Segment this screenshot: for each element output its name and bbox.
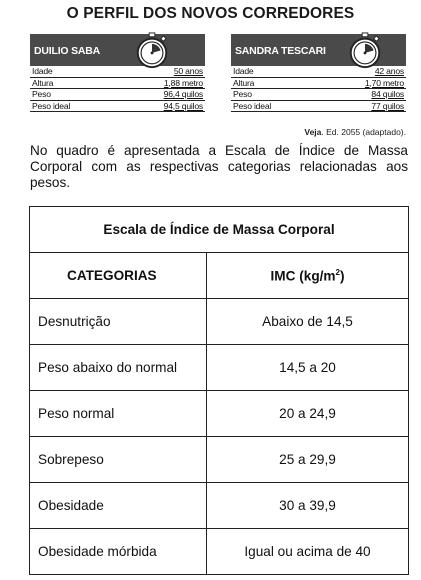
category-cell: Obesidade mórbida — [30, 529, 207, 575]
page-title: O PERFIL DOS NOVOS CORREDORES — [66, 5, 355, 22]
profile-card-header — [30, 34, 205, 66]
profile-card-header — [231, 34, 406, 66]
stopwatch-icon — [346, 32, 384, 70]
profile-row: Altura 1,88 metro — [32, 77, 203, 88]
profile-row: Peso ideal 77 quilos — [233, 100, 404, 111]
imc-cell: Abaixo de 14,5 — [207, 299, 409, 345]
category-cell: Peso normal — [30, 391, 207, 437]
profile-row: Idade 42 anos — [233, 66, 404, 76]
imc-cell: 30 a 39,9 — [207, 483, 409, 529]
imc-cell: 20 a 24,9 — [207, 391, 409, 437]
imc-cell: 25 a 29,9 — [207, 437, 409, 483]
table-row — [30, 529, 409, 575]
profile-row: Peso 96,4 quilos — [32, 89, 203, 99]
profile-row: Idade 50 anos — [32, 66, 203, 76]
table-header-row — [30, 253, 409, 299]
stopwatch-icon — [133, 32, 171, 70]
category-cell: Obesidade — [30, 483, 207, 529]
table-row — [30, 345, 409, 391]
imc-cell: Igual ou acima de 40 — [207, 529, 409, 575]
category-cell: Desnutrição — [30, 299, 207, 345]
source-citation — [304, 127, 406, 137]
profile-name: DUILIO SABA — [34, 45, 101, 57]
header-imc: IMC $(kg/m^2)$ — [207, 253, 409, 299]
table-row — [30, 391, 409, 437]
table-row — [30, 299, 409, 345]
table-row — [30, 437, 409, 483]
profile-name: SANDRA TESCARI — [235, 45, 326, 57]
imc-cell: 14,5 a 20 — [207, 345, 409, 391]
intro-paragraph: No quadro é apresentada a Escala de Índice de Massa Corporal com as respectivas categorias relacionadas aos pesos. — [30, 143, 408, 190]
profile-row: Peso ideal 94,5 quilos — [32, 100, 203, 111]
header-categorias: CATEGORIAS — [30, 253, 207, 299]
category-cell: Peso abaixo do normal — [30, 345, 207, 391]
category-cell: Sobrepeso — [30, 437, 207, 483]
source-magazine: Veja — [304, 127, 322, 137]
imc-table — [29, 206, 409, 575]
source-details: . Ed. 2055 (adaptado). — [321, 127, 406, 137]
profile-row: Peso 84 quilos — [233, 89, 404, 99]
profile-row: Altura 1,70 metro — [233, 77, 404, 88]
table-caption: Escala de Índice de Massa Corporal — [30, 207, 409, 253]
profile-card-sandra — [231, 34, 406, 112]
profile-card-duilio — [30, 34, 205, 112]
table-caption-row — [30, 207, 409, 253]
table-row — [30, 483, 409, 529]
